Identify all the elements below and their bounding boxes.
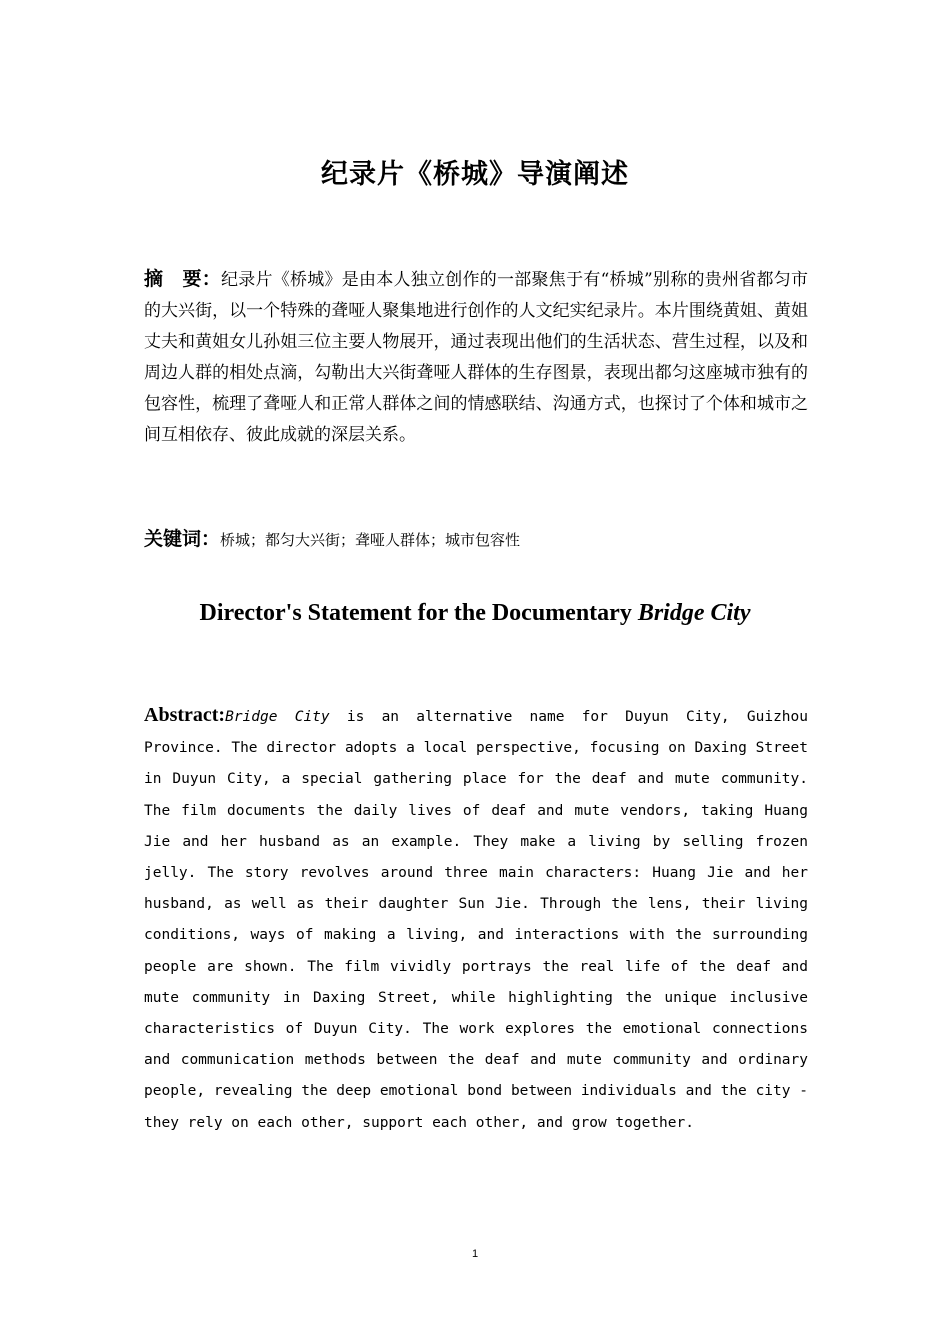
chinese-abstract	[144, 264, 808, 451]
chinese-keywords	[144, 524, 808, 555]
chinese-title: 纪录片《桥城》导演阐述	[321, 159, 629, 190]
page-number: 1	[471, 1248, 479, 1260]
english-abstract-text: is an alternative name for Duyun City, Guizhou Province. The director adopts a local perspective, focusing on Daxing Street in Duyun City, a special gathering place for the deaf and mute community. The film documents the daily lives of deaf and mute vendors, taking Huang Jie and her husband as an example. They make a living by selling frozen jelly. The story revolves around three main characters: Huang Jie and her husband, as well as their daughter Sun Jie. Through the lens, their living conditions, ways of making a living, and interactions with the surrounding people are shown. The film vividly portrays the real life of the deaf and mute community in Daxing Street, while highlighting the unique inclusive characteristics of Duyun City. The work explores the emotional connections and communication methods between the deaf and mute community and ordinary people, revealing the deep emotional bond between individuals and the city - they rely on each other, support each other, and grow together.	[144, 709, 808, 1131]
english-abstract	[144, 700, 808, 1139]
chinese-keywords-label: 关键词：	[144, 528, 221, 550]
english-title	[0, 600, 950, 627]
english-abstract-label: Abstract:	[144, 704, 226, 726]
english-abstract-italic-lead: Bridge City	[225, 709, 330, 725]
chinese-keywords-text: 桥城；都匀大兴街；聋哑人群体；城市包容性	[220, 531, 521, 549]
chinese-abstract-label: 摘 要：	[144, 268, 222, 290]
english-title-main: Director's Statement for the Documentary	[199, 600, 638, 626]
chinese-abstract-text: 纪录片《桥城》是由本人独立创作的一部聚焦于有“桥城”别称的贵州省都匀市的大兴街，以一个特殊的聋哑人聚集地进行创作的人文纪实纪录片。本片围绕黄姐、黄姐丈夫和黄姐女儿孙姐三位主要人物展开，通过表现出他们的生活状态、营生过程，以及和周边人群的相处点滴，勾勒出大兴街聋哑人群体的生存图景，表现出都匀这座城市独有的包容性，梳理了聋哑人和正常人群体之间的情感联结、沟通方式，也探讨了个体和城市之间互相依存、彼此成就的深层关系。	[144, 270, 808, 445]
english-title-italic: Bridge City	[637, 600, 751, 626]
